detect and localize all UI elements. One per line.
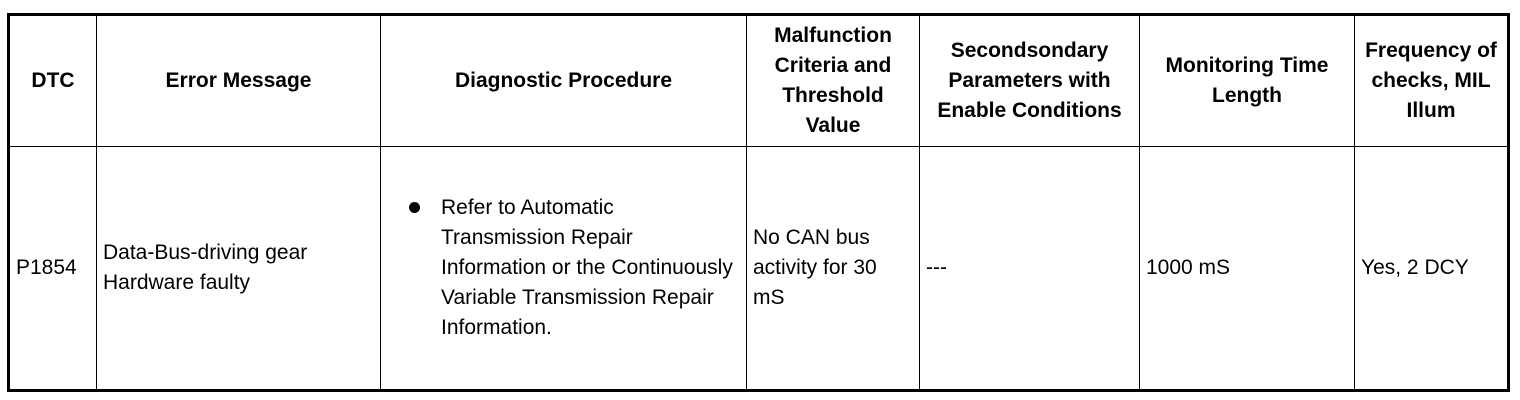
procedure-list-item (407, 193, 740, 343)
cell-malfunction-criteria: No CAN bus activity for 30 mS (747, 147, 920, 391)
header-secondary-parameters: Secondsondary Parameters with Enable Conditions (920, 15, 1140, 147)
header-malfunction-criteria: Malfunction Criteria and Threshold Value (747, 15, 920, 147)
dtc-table (7, 13, 1510, 392)
header-monitoring-time: Monitoring Time Length (1140, 15, 1355, 147)
bullet-icon (409, 202, 420, 213)
cell-error-message: Data-Bus-driving gear Hardware faulty (97, 147, 381, 391)
procedure-list (387, 193, 740, 343)
cell-secondary-parameters: --- (920, 147, 1140, 391)
header-error-message: Error Message (97, 15, 381, 147)
cell-frequency: Yes, 2 DCY (1355, 147, 1509, 391)
header-dtc: DTC (9, 15, 97, 147)
header-row (9, 15, 1509, 147)
header-diagnostic-procedure: Diagnostic Procedure (381, 15, 747, 147)
cell-dtc-code: P1854 (9, 147, 97, 391)
header-frequency: Frequency of checks, MIL Illum (1355, 15, 1509, 147)
table-row (9, 147, 1509, 391)
procedure-text: Refer to Automatic Transmission Repair Information or the Continuously Variable Transmission Repair Information. (441, 196, 733, 339)
cell-diagnostic-procedure (381, 147, 747, 391)
cell-monitoring-time: 1000 mS (1140, 147, 1355, 391)
